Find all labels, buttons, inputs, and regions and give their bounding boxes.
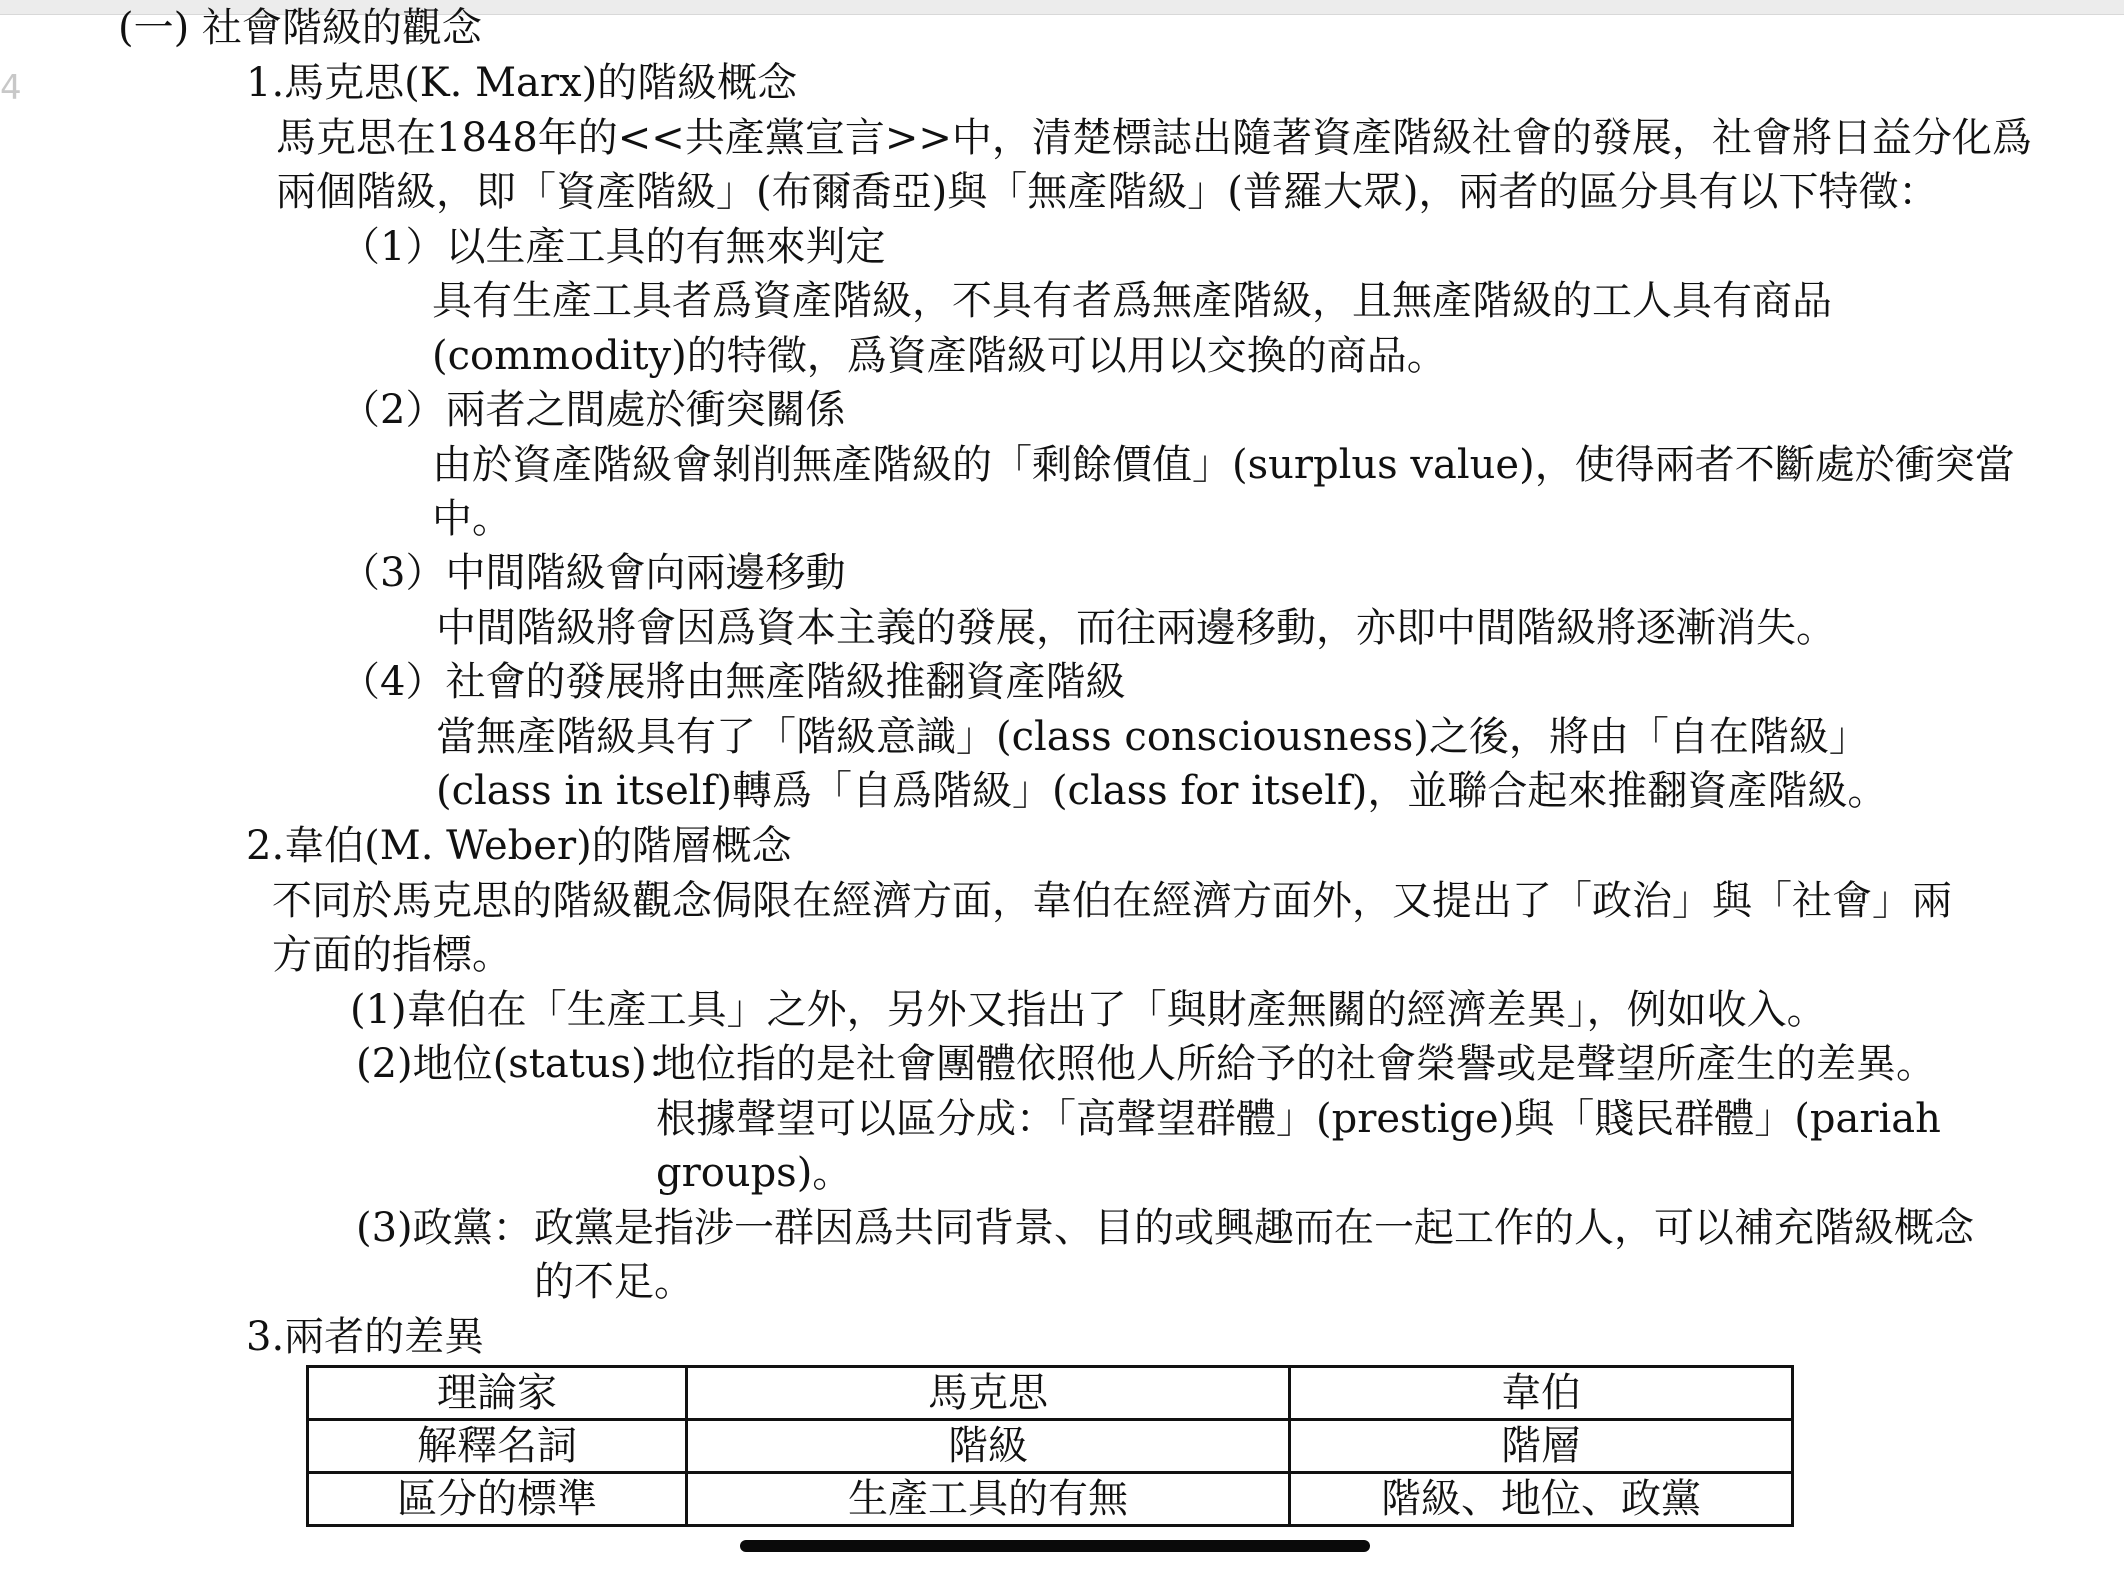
marx-feature-3-title: （3）中間階級會向兩邊移動 — [340, 550, 846, 596]
weber-item-3-label: (3)政黨： — [356, 1205, 533, 1251]
table-cell: 階級 — [687, 1420, 1290, 1473]
marx-feature-1-title: （1）以生產工具的有無來判定 — [340, 224, 886, 270]
weber-item-3-body-2: 的不足。 — [534, 1259, 694, 1305]
marx-feature-2-body-1: 由於資產階級會剝削無產階級的「剩餘價值」(surplus value)，使得兩者不斷處於衝突當 — [432, 442, 2015, 488]
table-cell: 區分的標準 — [308, 1473, 687, 1526]
weber-heading: 2.韋伯(M. Weber)的階層概念 — [246, 823, 792, 869]
table-cell: 生產工具的有無 — [687, 1473, 1290, 1526]
marx-feature-2-body-2: 中。 — [432, 496, 512, 542]
marx-heading: 1.馬克思(K. Marx)的階級概念 — [246, 60, 798, 106]
marx-feature-1-body-1: 具有生產工具者爲資產階級，不具有者爲無產階級，且無產階級的工人具有商品 — [432, 278, 1832, 324]
marx-feature-4-body-1: 當無產階級具有了「階級意識」(class consciousness)之後，將由「自在階級」 — [436, 714, 1869, 760]
page-number: 4 — [0, 68, 22, 108]
table-cell: 韋伯 — [1290, 1367, 1793, 1420]
weber-item-2-body-3: groups)。 — [656, 1150, 853, 1196]
table-cell: 理論家 — [308, 1367, 687, 1420]
marx-feature-4-body-2: (class in itself)轉爲「自爲階級」(class for itself)，並聯合起來推翻資產階級。 — [436, 768, 1888, 814]
marx-feature-1-body-2: (commodity)的特徵，爲資產階級可以用以交換的商品。 — [432, 333, 1447, 379]
weber-item-3-body-1: 政黨是指涉一群因爲共同背景、目的或興趣而在一起工作的人，可以補充階級概念 — [534, 1205, 1974, 1251]
table-row — [308, 1367, 1793, 1420]
weber-item-2-label: (2)地位(status)： — [356, 1041, 687, 1087]
comparison-heading: 3.兩者的差異 — [246, 1314, 485, 1360]
table-cell: 階層 — [1290, 1420, 1793, 1473]
marx-intro-line-2: 兩個階級，即「資產階級」(布爾喬亞)與「無產階級」(普羅大眾)，兩者的區分具有以下特徵： — [276, 169, 1939, 215]
marx-feature-2-title: （2）兩者之間處於衝突關係 — [340, 387, 846, 433]
weber-item-2-body-1: 地位指的是社會團體依照他人所給予的社會榮譽或是聲望所產生的差異。 — [656, 1041, 1936, 1087]
section-heading: (一) 社會階級的觀念 — [118, 5, 482, 51]
home-indicator[interactable] — [740, 1540, 1370, 1552]
weber-item-1: (1)韋伯在「生產工具」之外，另外又指出了「與財產無關的經濟差異」，例如收入。 — [350, 987, 1827, 1033]
marx-intro-line-1: 馬克思在1848年的<<共產黨宣言>>中，清楚標誌出隨著資產階級社會的發展，社會將日益分化爲 — [276, 115, 2032, 161]
table-cell: 階級、地位、政黨 — [1290, 1473, 1793, 1526]
table-row — [308, 1473, 1793, 1526]
weber-item-2-body-2: 根據聲望可以區分成：「高聲望群體」(prestige)與「賤民群體」(pariah — [656, 1096, 1941, 1142]
weber-intro-line-1: 不同於馬克思的階級觀念侷限在經濟方面，韋伯在經濟方面外，又提出了「政治」與「社會」兩 — [272, 878, 1952, 924]
table-cell: 解釋名詞 — [308, 1420, 687, 1473]
marx-feature-3-body-1: 中間階級將會因爲資本主義的發展，而往兩邊移動，亦即中間階級將逐漸消失。 — [436, 605, 1836, 651]
weber-intro-line-2: 方面的指標。 — [272, 932, 512, 978]
comparison-table — [306, 1365, 1794, 1527]
table-row — [308, 1420, 1793, 1473]
table-cell: 馬克思 — [687, 1367, 1290, 1420]
marx-feature-4-title: （4）社會的發展將由無產階級推翻資產階級 — [340, 659, 1126, 705]
